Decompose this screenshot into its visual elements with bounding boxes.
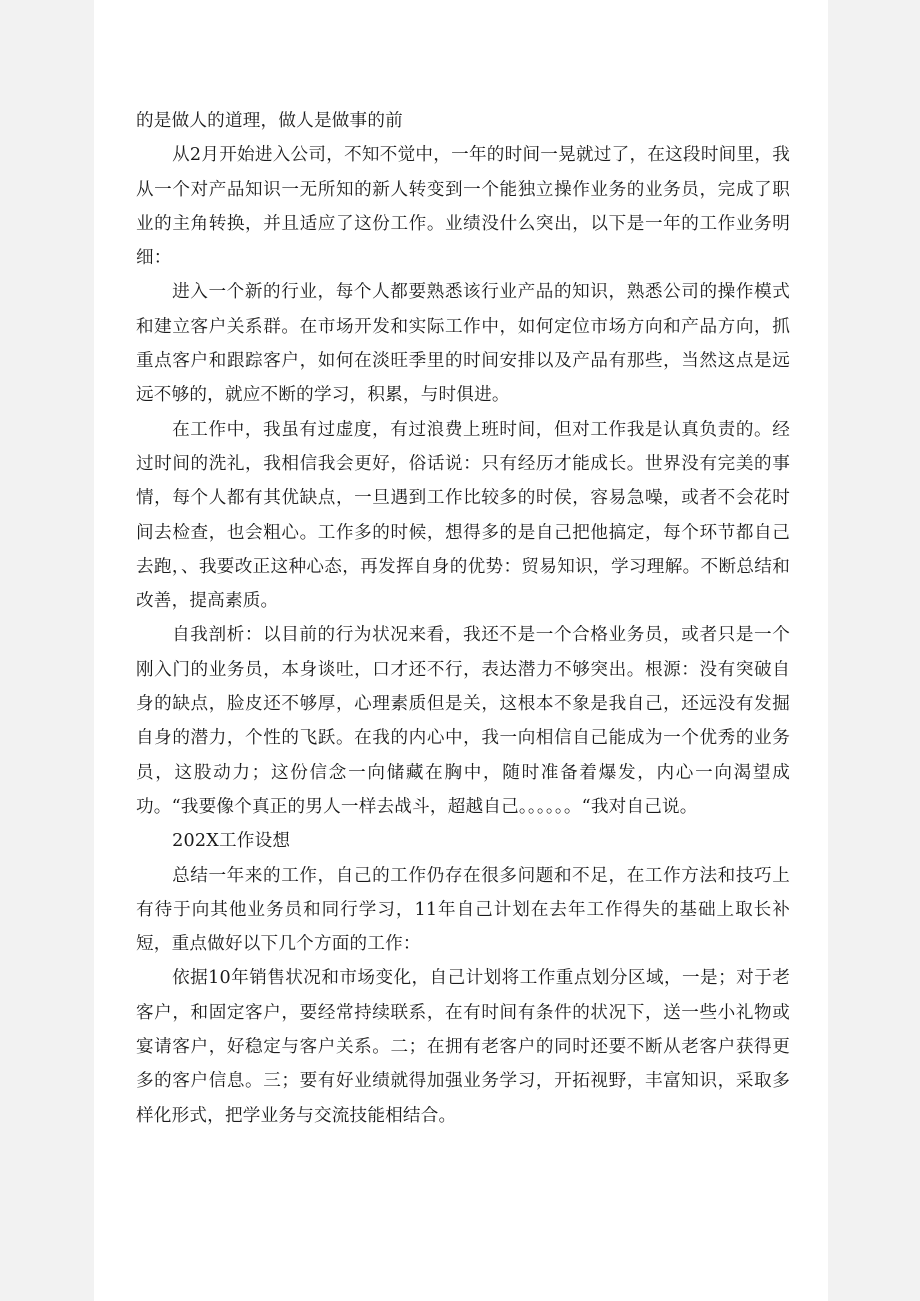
document-page <box>94 0 828 1301</box>
paragraph-intro: 从2月开始进入公司，不知不觉中，一年的时间一晃就过了，在这段时间里，我从一个对产品知识一无所知的新人转变到一个能独立操作业务的业务员，完成了职业的主角转换，并且适应了这份工作。业绩没什么突出，以下是一年的工作业务明细： <box>136 145 790 269</box>
paragraph-self-analysis: 自我剖析：以目前的行为状况来看，我还不是一个合格业务员，或者只是一个刚入门的业务员，本身谈吐，口才还不行，表达潜力不够突出。根源：没有突破自身的缺点，脸皮还不够厚，心理素质但是关，这根本不象是我自己，还远没有发掘自身的潜力，个性的飞跃。在我的内心中，我一向相信自己能成为一个优秀的业务员，这股动力；这份信念一向储藏在胸中，随时准备着爆发，内心一向渴望成功。“我要像个真正的男人一样去战斗，超越自己。。。。。。“我对自己说。 <box>136 625 790 817</box>
document-body <box>136 104 790 1133</box>
paragraph-summary: 总结一年来的工作，自己的工作仍存在很多问题和不足，在工作方法和技巧上有待于向其他业务员和同行学习，11年自己计划在去年工作得失的基础上取长补短，重点做好以下几个方面的工作： <box>136 865 790 955</box>
paragraph-continuation: 的是做人的道理，做人是做事的前 <box>136 111 403 131</box>
paragraph-industry: 进入一个新的行业，每个人都要熟悉该行业产品的知识，熟悉公司的操作模式和建立客户关系群。在市场开发和实际工作中，如何定位市场方向和产品方向，抓重点客户和跟踪客户，如何在淡旺季里的时间安排以及产品有那些，当然这点是远远不够的，就应不断的学习，积累，与时俱进。 <box>136 282 790 406</box>
section-heading-work-plan: 202X工作设想 <box>172 831 291 852</box>
paragraph-work-attitude: 在工作中，我虽有过虚度，有过浪费上班时间，但对工作我是认真负责的。经过时间的洗礼，我相信我会更好，俗话说：只有经历才能成长。世界没有完美的事情，每个人都有其优缺点，一旦遇到工作比较多的时侯，容易急噪，或者不会花时间去检查，也会粗心。工作多的时候，想得多的是自己把他搞定，每个环节都自己去跑，、我要改正这种心态，再发挥自身的优势：贸易知识，学习理解。不断总结和改善，提高素质。 <box>136 419 790 612</box>
paragraph-plan-details: 依据10年销售状况和市场变化，自己计划将工作重点划分区域，一是；对于老客户，和固定客户，要经常持续联系，在有时间有条件的状况下，送一些小礼物或宴请客户，好稳定与客户关系。二；在拥有老客户的同时还要不断从老客户获得更多的客户信息。三；要有好业绩就得加强业务学习，开拓视野，丰富知识，采取多样化形式，把学业务与交流技能相结合。 <box>136 968 790 1126</box>
